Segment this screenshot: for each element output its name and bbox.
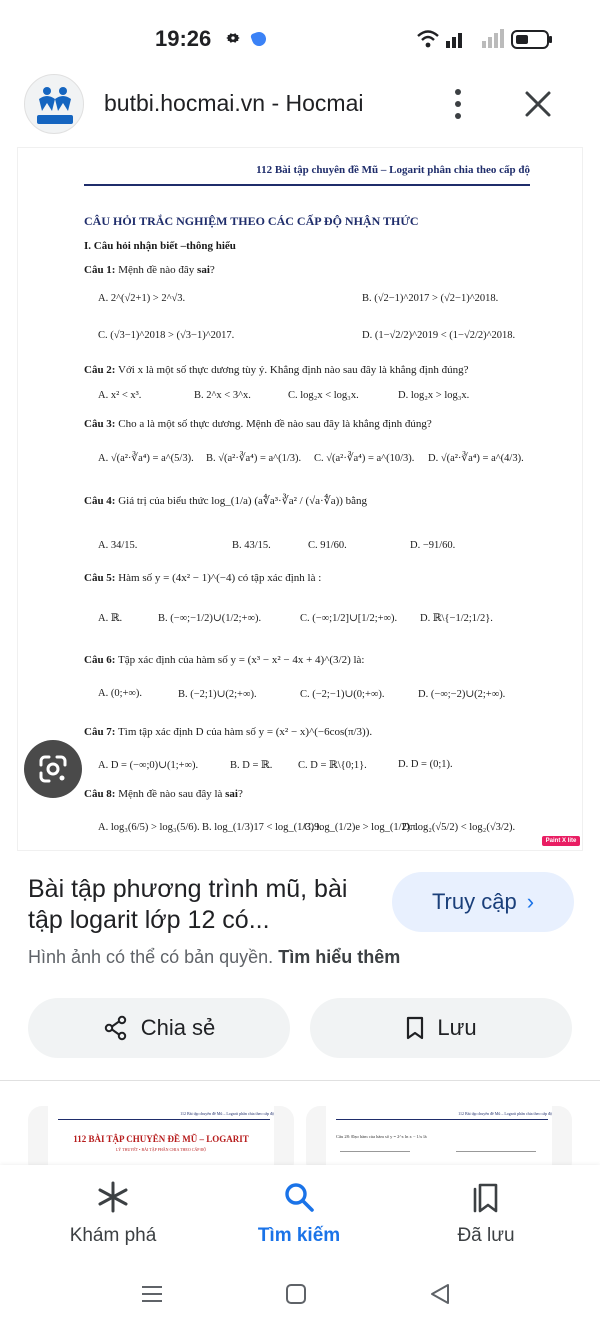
related-image-2-header: 112 Bài tập chuyên đề Mũ – Logarit phân chia theo cấp độ [458,1111,552,1116]
question-6 [84,654,364,666]
question-label: Câu 7: [84,726,116,738]
copyright-text: Hình ảnh có thể có bản quyền. [28,947,274,967]
question-text: Tìm tập xác định D của hàm số y = (x² − x)^(−6cos(π/3)). [118,726,373,738]
document-header: 112 Bài tập chuyên đề Mũ – Logarit phân chia theo cấp độ [256,164,530,176]
question-8 [84,788,243,800]
bottom-navigation [0,1165,600,1270]
save-button[interactable] [310,998,572,1058]
visit-button-label: Truy cập [431,889,517,914]
back-icon[interactable] [428,1282,452,1306]
question-2 [84,364,469,376]
related-image-1-title: 112 BÀI TẬP CHUYÊN ĐỀ MŨ – LOGARIT [73,1134,249,1144]
hocmai-logo-icon [25,75,84,134]
signal-battery-icons [416,28,556,50]
question-4-option-a: A. 34/15. [98,540,138,551]
question-8-option-d: D. log₂(√5/2) < log₂(√3/2). [402,822,516,833]
question-label: Câu 2: [84,364,116,376]
question-text: Mệnh đề nào sau đây là [118,788,223,800]
question-7-option-c: C. D = ℝ\{0;1}. [298,760,367,771]
question-5-option-c: C. (−∞;1/2]∪[1/2;+∞). [300,613,398,624]
related-image-1-header: 112 Bài tập chuyên đề Mũ – Logarit phân chia theo cấp độ [180,1111,274,1116]
share-button-label: Chia sẻ [140,1015,216,1040]
nav-saved-label: Đã lưu [457,1225,515,1246]
question-7-option-b: B. D = ℝ. [230,760,273,771]
question-4-option-c: C. 91/60. [308,540,347,551]
question-4-option-b: B. 43/15. [232,540,271,551]
search-icon [283,1181,315,1213]
question-4 [84,494,367,507]
result-title[interactable]: Bài tập phương trình mũ, bài tập logarit lớp 12 có... [28,875,348,934]
question-4-option-d: D. −91/60. [410,540,456,551]
question-5-option-b: B. (−∞;−1/2)∪(1/2;+∞). [158,613,262,624]
question-1-option-b: B. (√2−1)^2017 > (√2−1)^2018. [362,293,499,304]
question-text: Cho a là một số thực dương. Mệnh đề nào sau đây là khẳng định đúng? [118,418,432,430]
share-button[interactable] [28,998,290,1058]
bookmark-icon [405,1016,425,1040]
more-options-icon[interactable] [446,86,470,122]
question-1-option-c: C. (√3−1)^2018 > (√3−1)^2017. [98,330,235,341]
question-1-option-d: D. (1−√2/2)^2019 < (1−√2/2)^2018. [362,330,516,341]
question-2-option-b: B. 2^x < 3^x. [194,390,251,401]
gear-icon [224,29,242,47]
section-divider [0,1080,600,1081]
lens-icon [24,740,82,798]
question-1-option-a: A. 2^(√2+1) > 2^√3. [98,293,186,304]
nav-discover[interactable] [13,1165,213,1270]
question-suffix: ? [209,264,215,276]
question-2-option-d: D. log₂x > log₃x. [398,390,470,401]
status-bar [0,0,600,80]
google-lens-button[interactable] [24,740,82,798]
question-label: Câu 6: [84,654,116,666]
url-bar [0,72,600,142]
copyright-notice [28,947,400,968]
document-subsection: I. Câu hỏi nhận biết –thông hiểu [84,240,236,252]
question-text: Tập xác định của hàm số y = (x³ − x² − 4x + 4)^(3/2) là: [118,654,365,666]
question-7-option-d: D. D = (0;1). [398,759,453,770]
question-suffix: ? [238,788,243,800]
site-url[interactable]: butbi.hocmai.vn - Hocmai [104,90,364,116]
question-emphasis: sai [225,788,238,800]
question-1 [84,264,215,276]
question-3-option-d: D. √(a²·∛a⁴) = a^(4/3). [428,453,524,464]
question-label: Câu 4: [84,495,116,507]
nav-saved[interactable] [386,1165,586,1270]
close-icon[interactable] [522,88,554,120]
recent-apps-icon[interactable] [140,1282,164,1306]
question-6-option-b: B. (−2;1)∪(2;+∞). [178,689,257,700]
document-preview-image[interactable] [18,148,582,850]
question-2-option-a: A. x² < x³. [98,390,142,401]
question-5-option-d: D. ℝ\{−1/2;1/2}. [420,613,493,624]
question-emphasis: sai [197,264,210,276]
question-6-option-c: C. (−2;−1)∪(0;+∞). [300,689,385,700]
nav-discover-label: Khám phá [69,1225,157,1246]
question-6-option-d: D. (−∞;−2)∪(2;+∞). [418,689,506,700]
document-section-title: CÂU HỎI TRẮC NGHIỆM THEO CÁC CẤP ĐỘ NHẬN THỨC [84,214,419,228]
visit-button[interactable] [392,872,574,932]
question-label: Câu 3: [84,418,116,430]
home-icon[interactable] [284,1282,308,1306]
question-3 [84,418,432,430]
bookmarks-icon [470,1181,502,1213]
question-8-option-a: A. log₃(6/5) > log₃(5/6). [98,822,200,833]
question-text: Giá trị của biểu thức log_(1/a) (a∜a³·∛a² / (√a·∜a)) bằng [118,495,368,507]
save-button-label: Lưu [437,1015,477,1040]
related-image-2-question: Câu 28: Đạo hàm của hàm số y = 2^x ln x − 1/x là [336,1134,427,1139]
question-6-option-a: A. (0;+∞). [98,688,143,699]
question-8-option-b: B. log_(1/3)17 < log_(1/3)9. [202,822,322,833]
question-3-option-c: C. √(a²·∛a⁴) = a^(10/3). [314,453,415,464]
hocmai-logo[interactable] [24,74,84,134]
question-7 [84,726,372,738]
related-image-1-rule [58,1119,270,1120]
question-3-option-a: A. √(a²·∛a⁴) = a^(5/3). [98,453,194,464]
question-5 [84,572,321,584]
nav-search-label: Tìm kiếm [257,1225,341,1246]
question-text: Với x là một số thực dương tùy ý. Khẳng định nào sau đây là khẳng định đúng? [118,364,469,376]
watermark-badge: Paint X lite [542,836,580,846]
status-time: 19:26 [155,26,212,51]
learn-more-link[interactable]: Tìm hiểu thêm [278,947,401,967]
question-label: Câu 8: [84,788,116,800]
question-2-option-c: C. log₂x < log₃x. [288,390,359,401]
chevron-right-icon: › [526,889,535,914]
document-header-rule [84,184,530,186]
question-5-option-a: A. ℝ. [98,613,123,624]
question-7-option-a: A. D = (−∞;0)∪(1;+∞). [98,760,199,771]
nav-search[interactable] [199,1165,399,1270]
share-icon [103,1015,129,1041]
related-image-2-rule [336,1119,548,1120]
question-text: Hàm số y = (4x² − 1)^(−4) có tập xác định là : [118,572,322,584]
related-image-1-subtitle: LÝ THUYẾT • BÀI TẬP PHÂN CHIA THEO CẤP ĐỘ [115,1147,207,1152]
question-label: Câu 5: [84,572,116,584]
question-8-option-c: C. log_(1/2)e > log_(1/2)π. [304,822,419,833]
question-3-option-b: B. √(a²·∛a⁴) = a^(1/3). [206,453,302,464]
related-image-2-line [456,1151,536,1152]
system-navigation-bar [0,1270,600,1333]
related-image-2-line [340,1151,410,1152]
asterisk-icon [97,1181,129,1213]
question-text: Mệnh đề nào đây [118,264,195,276]
question-label: Câu 1: [84,264,116,276]
notification-icon [250,30,268,48]
